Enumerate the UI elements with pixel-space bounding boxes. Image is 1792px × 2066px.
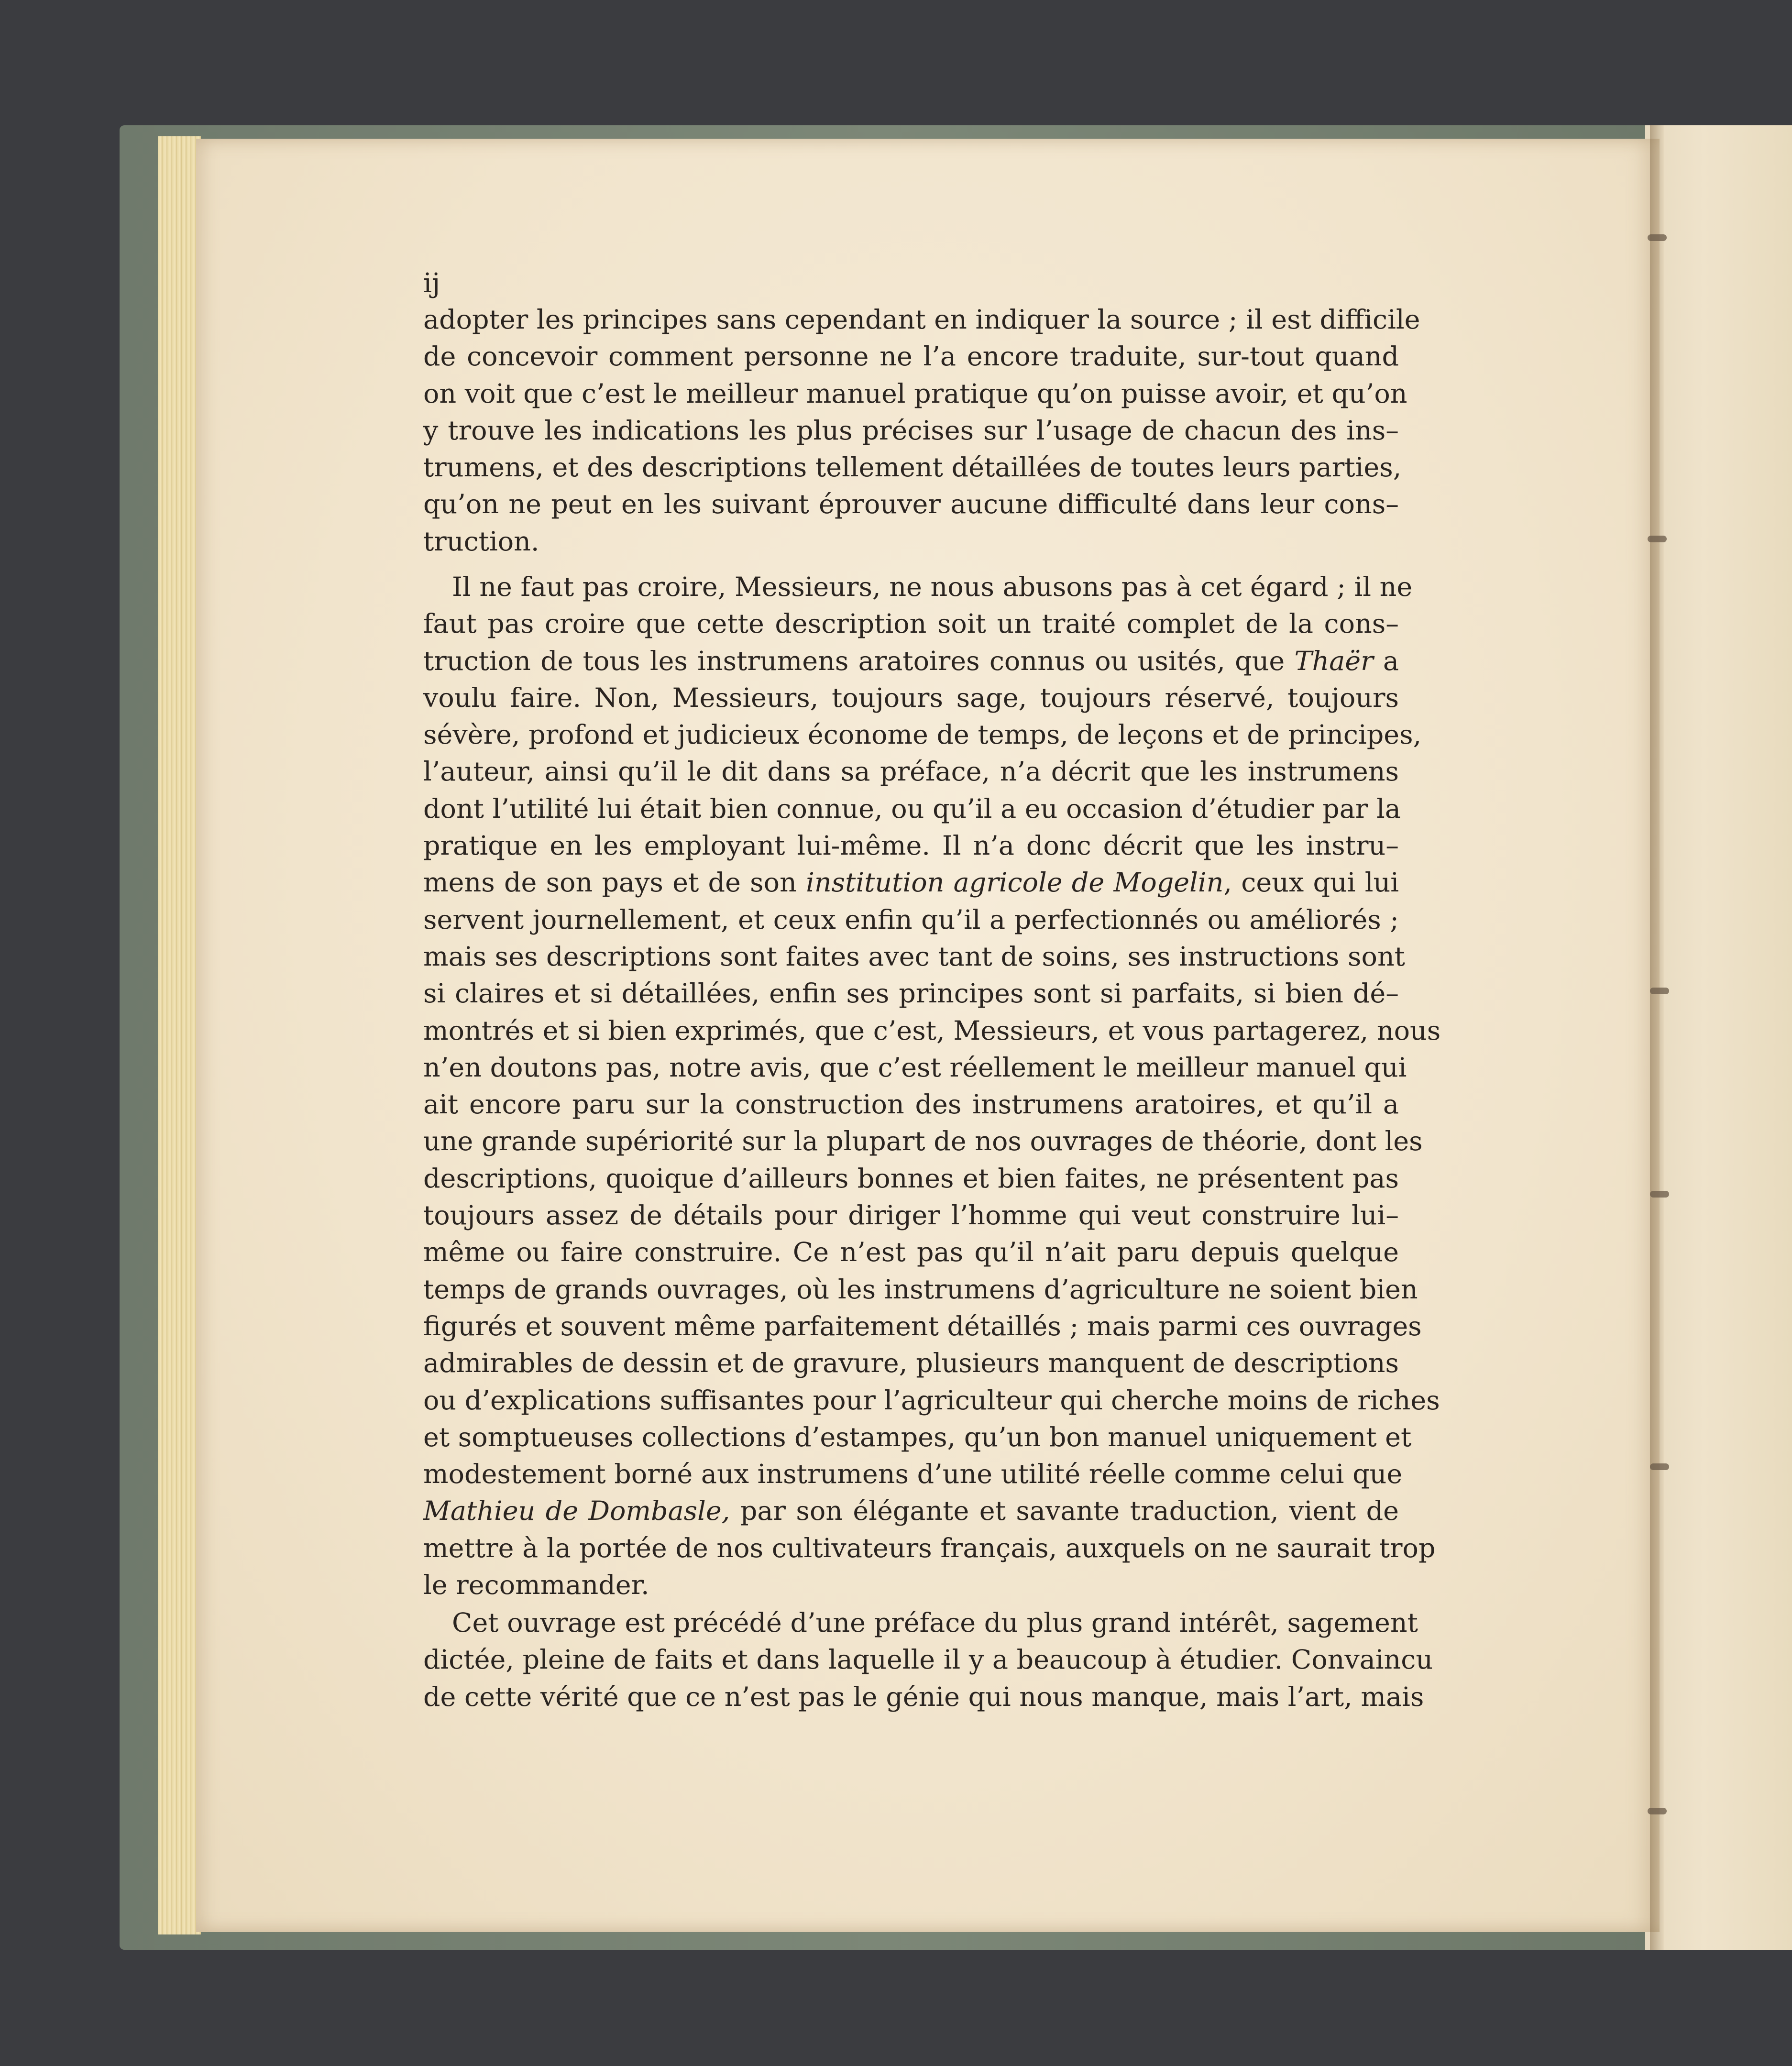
text-line-part: a (1383, 645, 1399, 677)
text-line: servent journellement, et ceux enfin qu’il a perfectionnés ou améliorés ; (423, 904, 1399, 935)
text-line: pratique en les employant lui-même. Il n’a donc décrit que les instru– (423, 830, 1399, 862)
text-line: dictée, pleine de faits et dans laquelle il y a beaucoup à étudier. Convaincu (423, 1644, 1433, 1676)
text-line: le recommander. (423, 1570, 649, 1601)
italic-name-dombasle: Mathieu de Dombasle, (423, 1495, 730, 1527)
text-line: Il ne faut pas croire, Messieurs, ne nous abusons pas à cet égard ; il ne (452, 571, 1413, 603)
text-line: montrés et si bien exprimés, que c’est, Messieurs, et vous partagerez, nous (423, 1015, 1441, 1046)
text-line: si claires et si détaillées, enfin ses principes sont si parfaits, si bien dé– (423, 978, 1399, 1010)
text-line: y trouve les indications les plus précises sur l’usage de chacun des ins– (423, 415, 1399, 446)
text-line-compound (423, 864, 1399, 901)
italic-name-thaer: Thaër (1294, 645, 1374, 677)
text-line-compound (423, 1493, 1399, 1529)
text-line-part: , ceux qui lui (1223, 867, 1399, 899)
thread-mark-5 (1650, 1463, 1669, 1470)
text-line: figurés et souvent même parfaitement détaillés ; mais parmi ces ouvrages (423, 1310, 1422, 1342)
text-line: admirables de dessin et de gravure, plusieurs manquent de descriptions (423, 1348, 1399, 1379)
text-line: une grande supériorité sur la plupart de nos ouvrages de théorie, dont les (423, 1126, 1423, 1157)
text-line-part: par son élégante et savante traduction, vient de (740, 1495, 1399, 1527)
text-line: dont l’utilité lui était bien connue, ou qu’il a eu occasion d’étudier par la (423, 793, 1401, 824)
text-line: sévère, profond et judicieux économe de temps, de leçons et de principes, (423, 719, 1422, 751)
book-gutter (1650, 125, 1664, 1950)
text-line: toujours assez de détails pour diriger l’homme qui veut construire lui– (423, 1200, 1399, 1231)
italic-institution: institution agricole de Mogelin (806, 867, 1224, 899)
text-line: mais ses descriptions sont faites avec tant de soins, ses instructions sont (423, 941, 1405, 972)
text-line: l’auteur, ainsi qu’il le dit dans sa préface, n’a décrit que les instrumens (423, 756, 1399, 788)
text-line: de cette vérité que ce n’est pas le génie qui nous manque, mais l’art, mais (423, 1681, 1424, 1713)
text-line: voulu faire. Non, Messieurs, toujours sage, toujours réservé, toujours (423, 682, 1399, 714)
text-line-part: truction de tous les instrumens aratoires connus ou usités, que (423, 645, 1285, 677)
text-line: temps de grands ouvrages, où les instrumens d’agriculture ne soient bien (423, 1274, 1418, 1305)
text-line: et somptueuses collections d’estampes, qu’un bon manuel uniquement et (423, 1421, 1412, 1453)
thread-mark-1 (1648, 234, 1667, 241)
paragraph-1 (423, 301, 1420, 560)
page-number: ij (423, 268, 440, 299)
thread-mark-2 (1648, 536, 1667, 542)
text-line: truction. (423, 526, 539, 557)
text-line: qu’on ne peut en les suivant éprouver aucune difficulté dans leur cons– (423, 489, 1399, 520)
facing-page-edge (1645, 125, 1792, 1950)
text-line: ou d’explications suffisantes pour l’agriculteur qui cherche moins de riches (423, 1385, 1440, 1416)
thread-mark-4 (1650, 1191, 1669, 1198)
text-line: mettre à la portée de nos cultivateurs français, auxquels on ne saurait trop (423, 1532, 1436, 1564)
text-line-part: mens de son pays et de son (423, 867, 797, 899)
text-line: adopter les principes sans cependant en indiquer la source ; il est difficile (423, 304, 1420, 335)
text-line: n’en doutons pas, notre avis, que c’est réellement le meilleur manuel qui (423, 1052, 1407, 1083)
text-line: ait encore paru sur la construction des instrumens aratoires, et qu’il a (423, 1089, 1399, 1121)
page-edges (158, 136, 201, 1934)
text-line: faut pas croire que cette description soit un traité complet de la cons– (423, 608, 1399, 640)
thread-mark-3 (1650, 988, 1669, 994)
text-line: modestement borné aux instrumens d’une utilité réelle comme celui que (423, 1459, 1403, 1490)
paragraph-3 (423, 1604, 1433, 1715)
paragraph-2 (423, 569, 1441, 1604)
text-line: descriptions, quoique d’ailleurs bonnes et bien faites, ne présentent pas (423, 1163, 1399, 1194)
text-line-compound (423, 643, 1399, 680)
text-line: on voit que c’est le meilleur manuel pratique qu’on puisse avoir, et qu’on (423, 378, 1407, 409)
text-line: Cet ouvrage est précédé d’une préface du plus grand intérêt, sagement (452, 1607, 1418, 1638)
text-line: de concevoir comment personne ne l’a encore traduite, sur-tout quand (423, 341, 1399, 373)
text-line: trumens, et des descriptions tellement détaillées de toutes leurs parties, (423, 452, 1402, 484)
thread-mark-6 (1648, 1808, 1667, 1814)
text-line: même ou faire construire. Ce n’est pas qu’il n’ait paru depuis quelque (423, 1237, 1399, 1268)
